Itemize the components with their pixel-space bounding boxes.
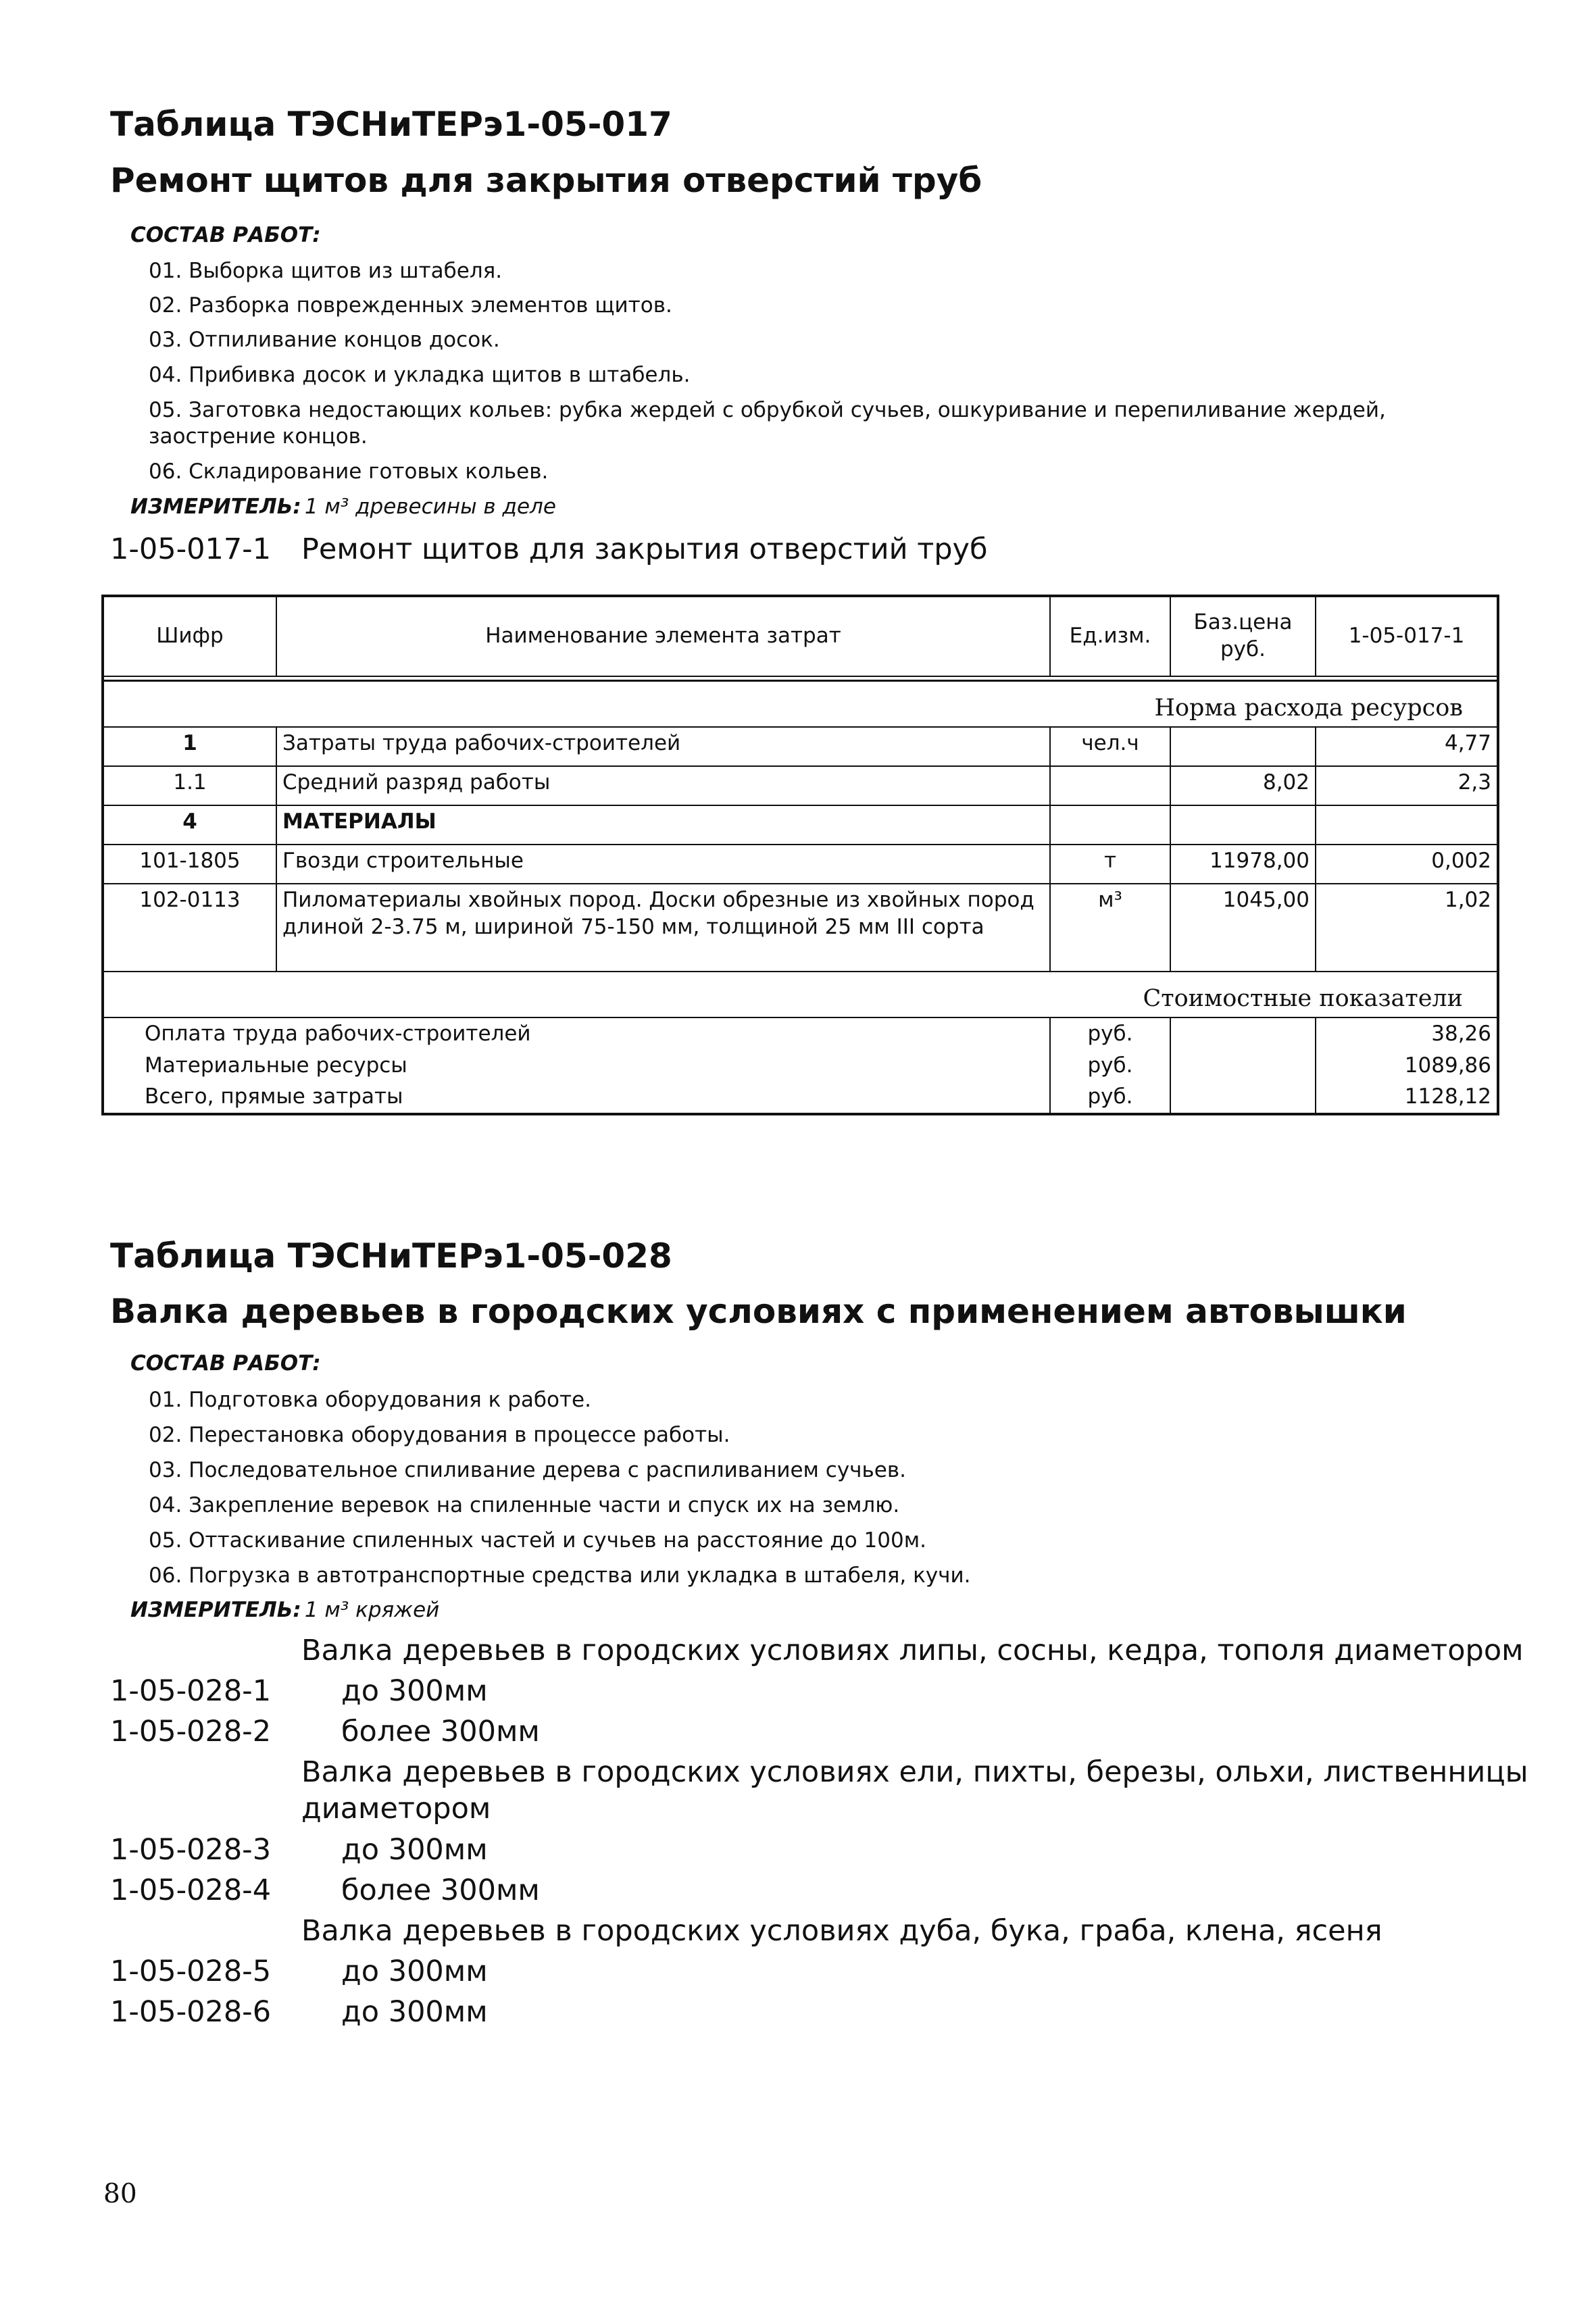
row-price: 1045,00 — [1170, 884, 1316, 972]
table2-meter-value: 1 м³ кряжей — [304, 1598, 440, 1622]
section-costs-row — [103, 972, 1498, 1017]
total-value: 1089,86 — [1316, 1050, 1498, 1082]
table1-work-item: 06. Складирование готовых кольев. — [149, 459, 549, 484]
row-unit — [1050, 805, 1170, 845]
total-value: 1128,12 — [1316, 1081, 1498, 1114]
table1-work-item: 05. Заготовка недостающих кольев: рубка жердей с обрубкой сучьев, ошкуривание и перепиливание жердей, — [149, 398, 1386, 422]
row-value: 0,002 — [1316, 845, 1498, 884]
row-price — [1170, 805, 1316, 845]
norm-code: 1-05-028-5 — [110, 1955, 272, 1988]
table1-work-item: 03. Отпиливание концов досок. — [149, 328, 500, 352]
row-value: 1,02 — [1316, 884, 1498, 972]
row-code: 1.1 — [103, 766, 276, 805]
norm-text: до 300мм — [341, 1955, 488, 1988]
table1-meter — [130, 495, 556, 519]
norm-text: до 300мм — [341, 1995, 488, 2029]
group-heading: Валка деревьев в городских условиях ели, пихты, березы, ольхи, лиственницы — [301, 1755, 1528, 1789]
norm-code: 1-05-028-1 — [110, 1674, 272, 1708]
row-value: 2,3 — [1316, 766, 1498, 805]
row-name: МАТЕРИАЛЫ — [276, 805, 1050, 845]
group-heading: Валка деревьев в городских условиях липы, сосны, кедра, тополя диаметором — [301, 1634, 1524, 1667]
norm-text: более 300мм — [341, 1873, 540, 1907]
table2-title: Таблица ТЭСНиТЕРэ1-05-028 — [110, 1236, 672, 1276]
norm-text: до 300мм — [341, 1833, 488, 1867]
table1-work-item: 01. Выборка щитов из штабеля. — [149, 259, 503, 283]
totals-row — [103, 1081, 1498, 1114]
table1-works-caption: СОСТАВ РАБОТ: — [130, 223, 321, 247]
table1-norm-code: 1-05-017-1 — [110, 532, 272, 566]
table1-subtitle: Ремонт щитов для закрытия отверстий труб — [110, 161, 982, 200]
row-unit: м³ — [1050, 884, 1170, 972]
total-value: 38,26 — [1316, 1017, 1498, 1050]
header-unit: Ед.изм. — [1050, 596, 1170, 676]
row-name: Средний разряд работы — [276, 766, 1050, 805]
table1-title: Таблица ТЭСНиТЕРэ1-05-017 — [110, 105, 672, 144]
table-row — [103, 727, 1498, 766]
norm-code: 1-05-028-6 — [110, 1995, 272, 2029]
table1-norm-name: Ремонт щитов для закрытия отверстий труб — [301, 532, 988, 566]
section-resources-label: Норма расхода ресурсов — [103, 681, 1498, 728]
group-heading: диаметором — [301, 1792, 491, 1826]
total-unit: руб. — [1050, 1017, 1170, 1050]
norm-text: до 300мм — [341, 1674, 488, 1708]
resource-table — [101, 595, 1499, 1115]
table1-work-item: 04. Прибивка досок и укладка щитов в штабель. — [149, 363, 691, 387]
table1-meter-value: 1 м³ древесины в деле — [304, 495, 556, 519]
row-price — [1170, 727, 1316, 766]
row-unit — [1050, 766, 1170, 805]
row-price: 8,02 — [1170, 766, 1316, 805]
table2-works-caption: СОСТАВ РАБОТ: — [130, 1351, 321, 1376]
norm-code: 1-05-028-4 — [110, 1873, 272, 1907]
total-unit: руб. — [1050, 1050, 1170, 1082]
header-norm: 1-05-017-1 — [1316, 596, 1498, 676]
table-row — [103, 884, 1498, 972]
table2-work-item: 05. Оттаскивание спиленных частей и сучьев на расстояние до 100м. — [149, 1528, 926, 1553]
table2-work-item: 03. Последовательное спиливание дерева с распиливанием сучьев. — [149, 1458, 906, 1482]
row-unit: чел.ч — [1050, 727, 1170, 766]
table2-work-item: 02. Перестановка оборудования в процессе работы. — [149, 1423, 730, 1447]
table-header-row — [103, 596, 1498, 676]
table2-meter-label: ИЗМЕРИТЕЛЬ: — [130, 1598, 301, 1622]
table-row — [103, 766, 1498, 805]
table2-subtitle: Валка деревьев в городских условиях с применением автовышки — [110, 1292, 1407, 1331]
group-heading: Валка деревьев в городских условиях дуба, бука, граба, клена, ясеня — [301, 1914, 1382, 1948]
section-costs-label: Стоимостные показатели — [103, 972, 1498, 1017]
table1-work-item: заострение концов. — [149, 424, 368, 449]
table-row — [103, 845, 1498, 884]
row-name: Гвозди строительные — [276, 845, 1050, 884]
total-empty — [1170, 1017, 1316, 1050]
row-name: Пиломатериалы хвойных пород. Доски обрезные из хвойных пород длиной 2-3.75 м, шириной 75-150 мм, толщиной 25 мм III сорта — [276, 884, 1050, 972]
row-value — [1316, 805, 1498, 845]
total-name: Материальные ресурсы — [103, 1050, 1050, 1082]
row-code: 4 — [103, 805, 276, 845]
norm-text: более 300мм — [341, 1715, 540, 1749]
norm-code: 1-05-028-3 — [110, 1833, 272, 1867]
row-name: Затраты труда рабочих-строителей — [276, 727, 1050, 766]
row-value: 4,77 — [1316, 727, 1498, 766]
row-code: 101-1805 — [103, 845, 276, 884]
totals-row — [103, 1050, 1498, 1082]
row-code: 1 — [103, 727, 276, 766]
total-empty — [1170, 1081, 1316, 1114]
total-empty — [1170, 1050, 1316, 1082]
total-name: Оплата труда рабочих-строителей — [103, 1017, 1050, 1050]
table-row — [103, 805, 1498, 845]
row-price: 11978,00 — [1170, 845, 1316, 884]
total-unit: руб. — [1050, 1081, 1170, 1114]
header-name: Наименование элемента затрат — [276, 596, 1050, 676]
table1-work-item: 02. Разборка поврежденных элементов щитов. — [149, 293, 672, 318]
section-resources-row — [103, 681, 1498, 728]
header-code: Шифр — [103, 596, 276, 676]
header-price: Баз.цена руб. — [1170, 596, 1316, 676]
page-number: 80 — [103, 2179, 137, 2209]
norm-code: 1-05-028-2 — [110, 1715, 272, 1749]
row-code: 102-0113 — [103, 884, 276, 972]
totals-row — [103, 1017, 1498, 1050]
total-name: Всего, прямые затраты — [103, 1081, 1050, 1114]
row-unit: т — [1050, 845, 1170, 884]
table2-work-item: 04. Закрепление веревок на спиленные части и спуск их на землю. — [149, 1493, 900, 1517]
table1-meter-label: ИЗМЕРИТЕЛЬ: — [130, 495, 301, 519]
table2-meter — [130, 1598, 439, 1622]
table2-work-item: 01. Подготовка оборудования к работе. — [149, 1388, 591, 1412]
table2-work-item: 06. Погрузка в автотранспортные средства или укладка в штабеля, кучи. — [149, 1563, 971, 1588]
